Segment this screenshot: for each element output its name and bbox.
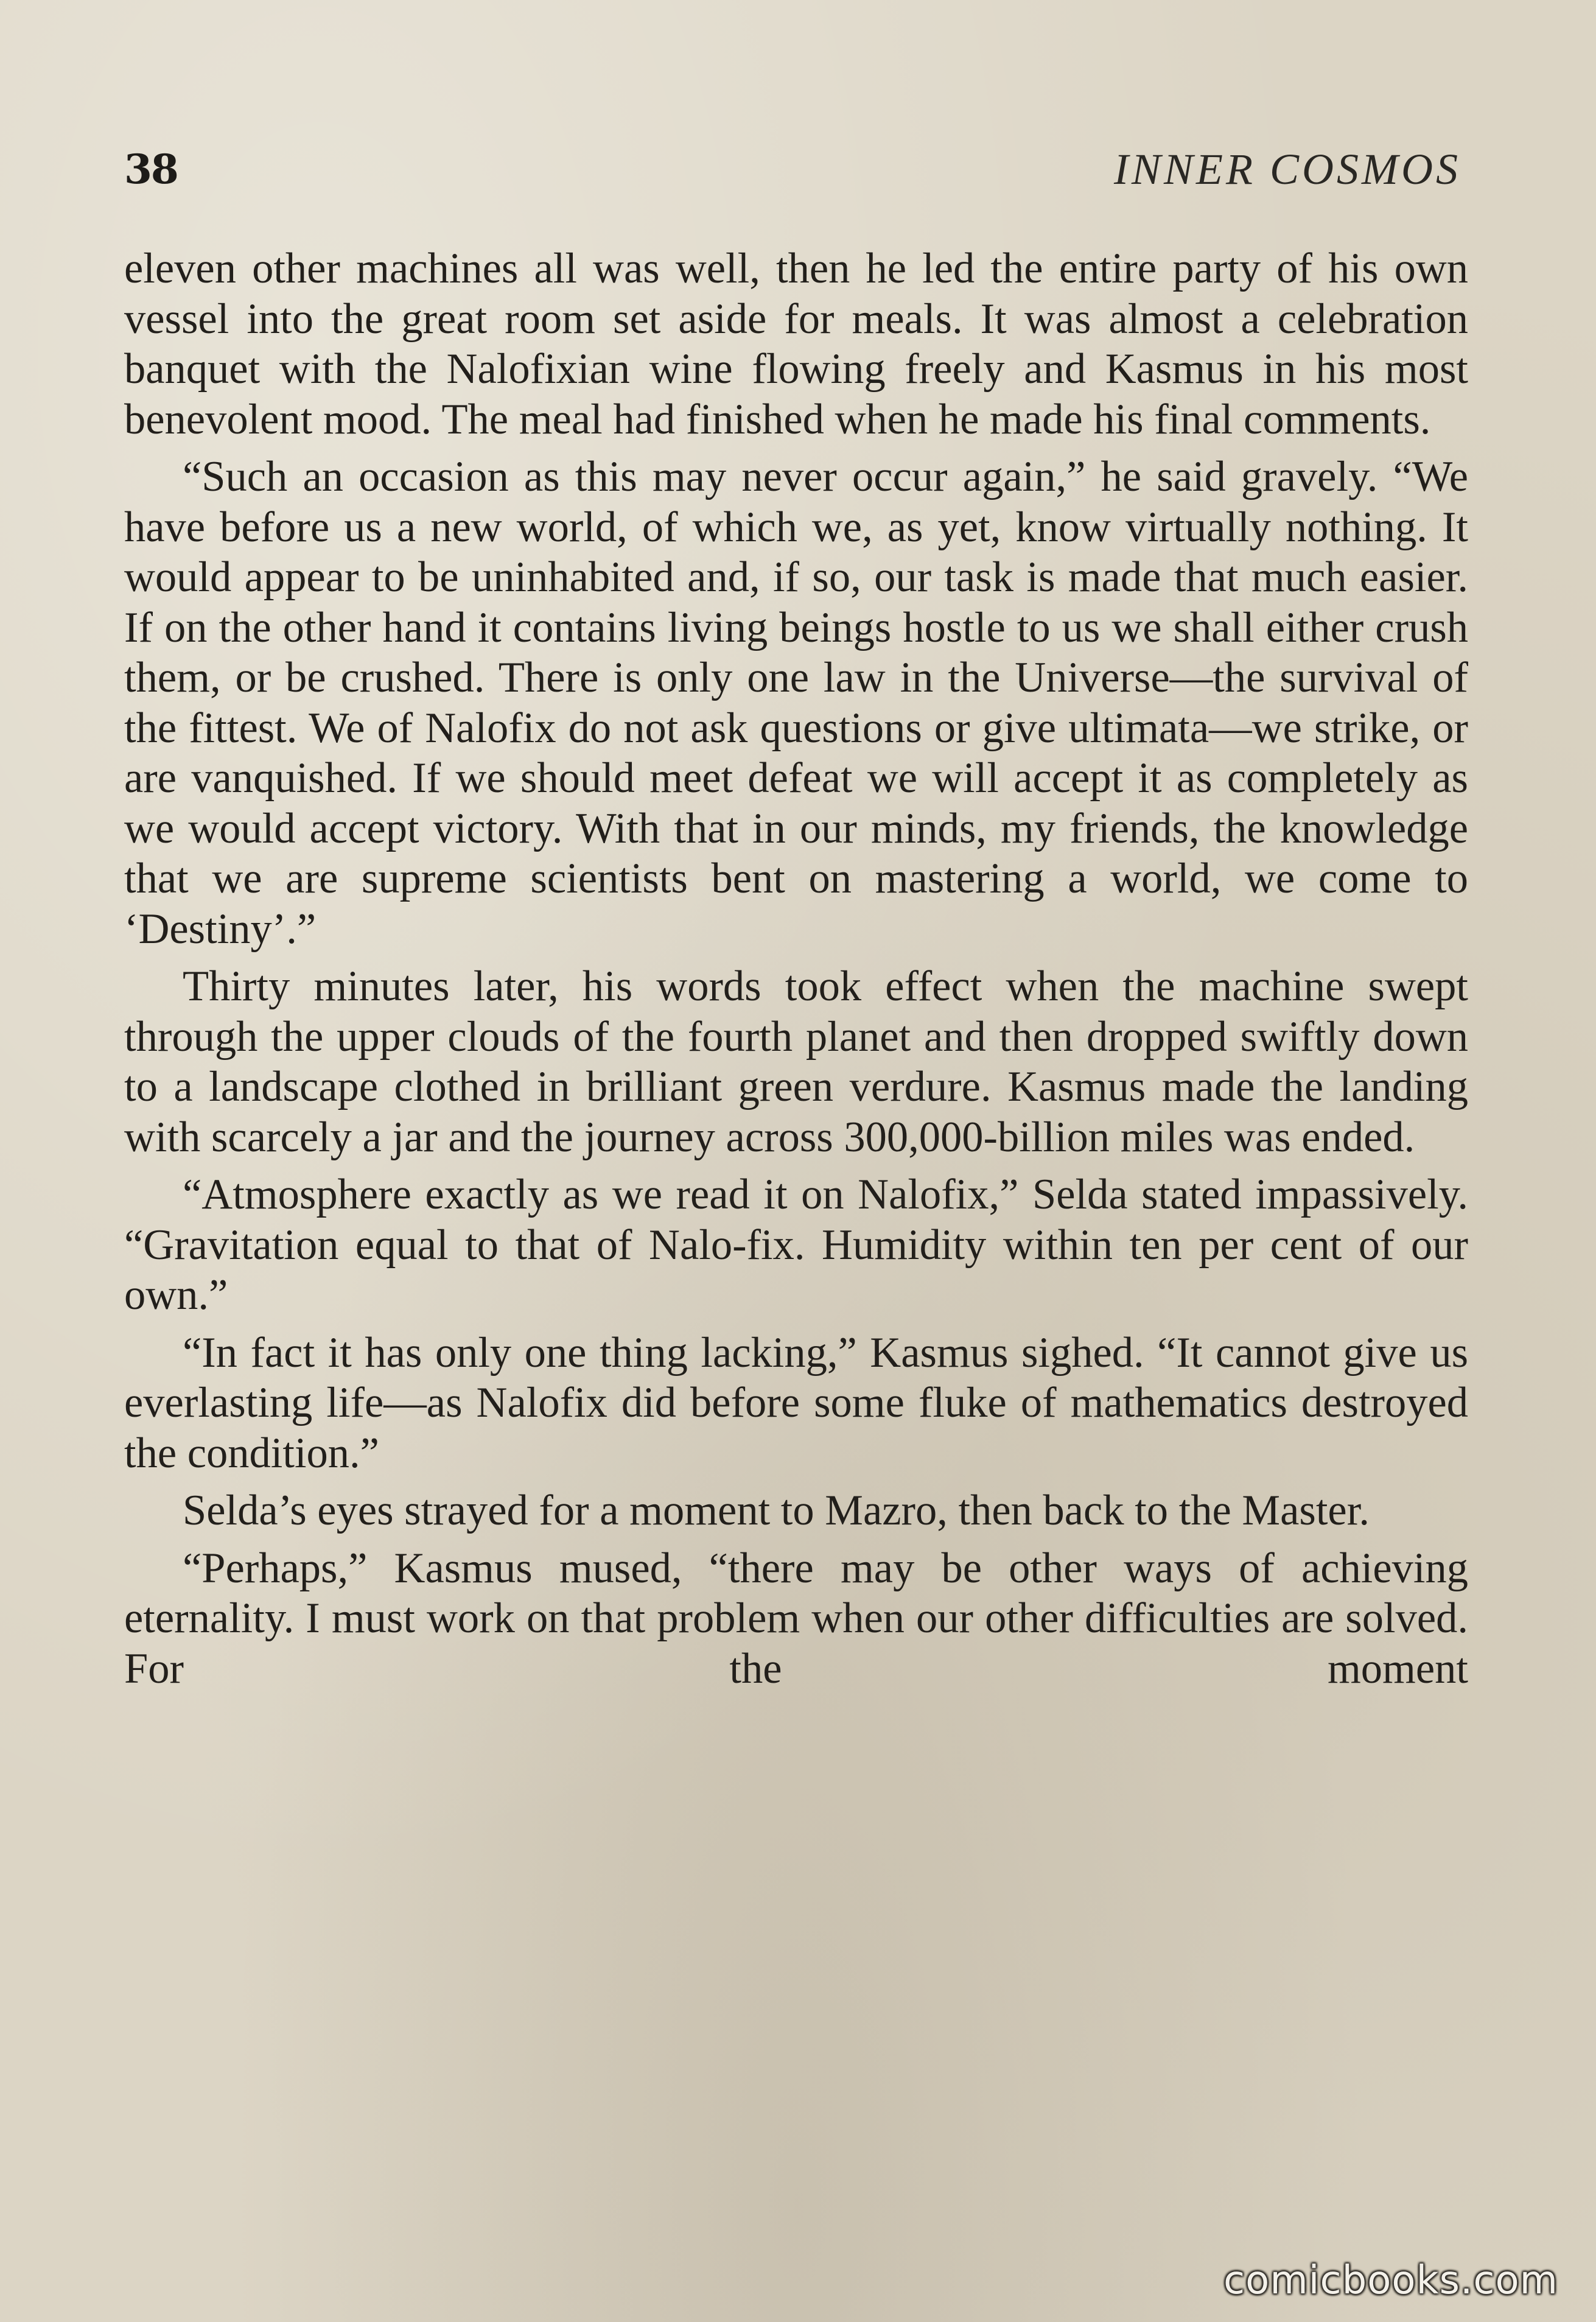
paragraph-4: “Atmosphere exactly as we read it on Nalofix,” Selda stated impassively. “Gravitation equal to that of Nalo-fix. Humidity within ten per cent of our own.” bbox=[124, 1171, 1468, 1319]
running-head bbox=[124, 139, 1461, 200]
paragraph-3: Thirty minutes later, his words took effect when the machine swept through the upper clouds of the fourth planet and then dropped swiftly down to a landscape clothed in brilliant green verdure. Kasmus made the landing with scarcely a jar and the journey across 300,000-billion miles was ended. bbox=[124, 963, 1468, 1161]
body-text bbox=[124, 244, 1468, 1701]
paragraph-6: Selda’s eyes strayed for a moment to Mazro, then back to the Master. bbox=[183, 1487, 1370, 1534]
paragraph-1: eleven other machines all was well, then he led the entire party of his own vessel into the great room set aside for meals. It was almost a celebration banquet with the Nalofixian wine flowing freely and Kasmus in his most benevolent mood. The meal had finished when he made his final comments. bbox=[124, 245, 1468, 443]
watermark: comicbooks.com bbox=[1223, 2258, 1558, 2303]
paragraph-7: “Perhaps,” Kasmus mused, “there may be other ways of achieving eternality. I must work on that problem when our other difficulties are solved. For the moment bbox=[124, 1544, 1468, 1692]
book-title: INNER COSMOS bbox=[1114, 145, 1461, 194]
paragraph-2: “Such an occasion as this may never occur again,” he said gravely. “We have before us a new world, of which we, as yet, know virtually nothing. It would appear to be uninhabited and, if so, our task is made that much easier. If on the other hand it contains living beings hostle to us we shall either crush them, or be crushed. There is only one law in the Universe—the survival of the fittest. We of Nalofix do not ask questions or give ultimata—we strike, or are vanquished. If we should meet defeat we will accept it as completely as we would accept victory. With that in our minds, my friends, the knowledge that we are supreme scientists bent on mastering a world, we come to ‘Destiny’.” bbox=[124, 453, 1468, 953]
page-number: 38 bbox=[124, 146, 178, 193]
paragraph-5: “In fact it has only one thing lacking,” Kasmus sighed. “It cannot give us everlasting life—as Nalofix did before some fluke of mathematics destroyed the condition.” bbox=[124, 1328, 1468, 1477]
